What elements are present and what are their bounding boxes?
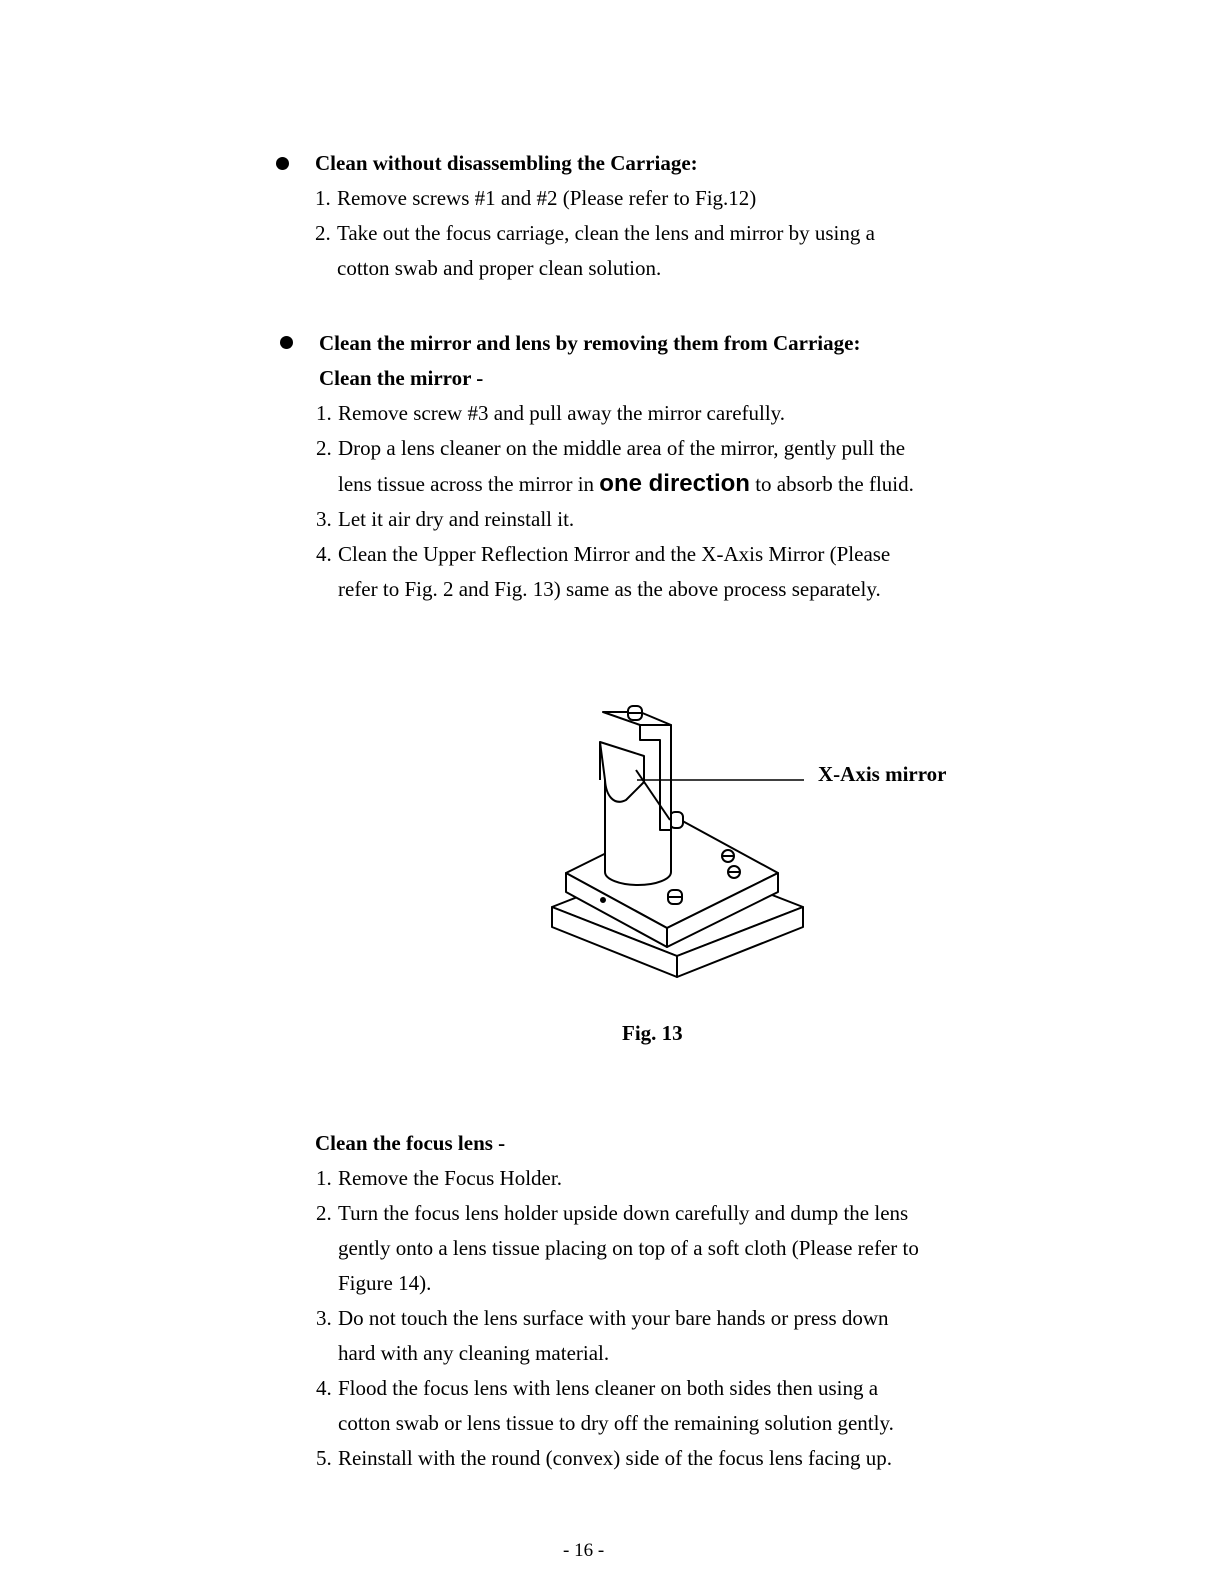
section-carriage-clean — [315, 146, 875, 286]
list-item: 5. Reinstall with the round (convex) side of the focus lens facing up. — [316, 1446, 893, 1470]
x-axis-mirror-diagram — [545, 700, 985, 1000]
list-item: 3. Do not touch the lens surface with your bare hands or press down hard with any cleaning material. — [316, 1306, 889, 1365]
list-item: 3. Let it air dry and reinstall it. — [316, 507, 575, 531]
list-item: 1. Remove screws #1 and #2 (Please refer to Fig.12) — [315, 186, 757, 210]
subheading-mirror: Clean the mirror - — [319, 366, 484, 390]
section-heading: Clean without disassembling the Carriage: — [315, 151, 698, 175]
list-item: 4. Flood the focus lens with lens cleaner on both sides then using a cotton swab or lens tissue to dry off the remaining solution gently. — [316, 1376, 894, 1435]
list-item: 2. Drop a lens cleaner on the middle area of the mirror, gently pull the lens tissue across the mirror in one direction to absorb the fluid. — [316, 436, 914, 497]
list-item: 4. Clean the Upper Reflection Mirror and the X-Axis Mirror (Please refer to Fig. 2 and Fig. 13) same as the above process separately. — [316, 542, 891, 601]
bullet-icon — [276, 157, 289, 170]
list-item: 2. Take out the focus carriage, clean the lens and mirror by using a cotton swab and proper clean solution. — [315, 221, 875, 280]
callout-label: X-Axis mirror — [818, 762, 947, 786]
section-focus-lens — [315, 1126, 505, 1161]
step-list-mirror — [316, 396, 914, 607]
section-remove-clean — [319, 326, 860, 396]
subheading-lens: Clean the focus lens - — [315, 1131, 506, 1155]
step-list-lens — [316, 1161, 919, 1476]
list-item: 2. Turn the focus lens holder upside down carefully and dump the lens gently onto a lens tissue placing on top of a soft cloth (Please refer to Figure 14). — [316, 1201, 919, 1295]
step-list — [315, 181, 875, 286]
figure-caption: Fig. 13 — [622, 1021, 683, 1045]
emphasis-text: one direction — [599, 470, 750, 497]
section-heading: Clean the mirror and lens by removing them from Carriage: — [319, 331, 861, 355]
list-item: 1. Remove screw #3 and pull away the mirror carefully. — [316, 401, 786, 425]
list-item: 1. Remove the Focus Holder. — [316, 1166, 562, 1190]
page-number: - 16 - — [563, 1540, 605, 1561]
bullet-icon — [280, 336, 293, 349]
